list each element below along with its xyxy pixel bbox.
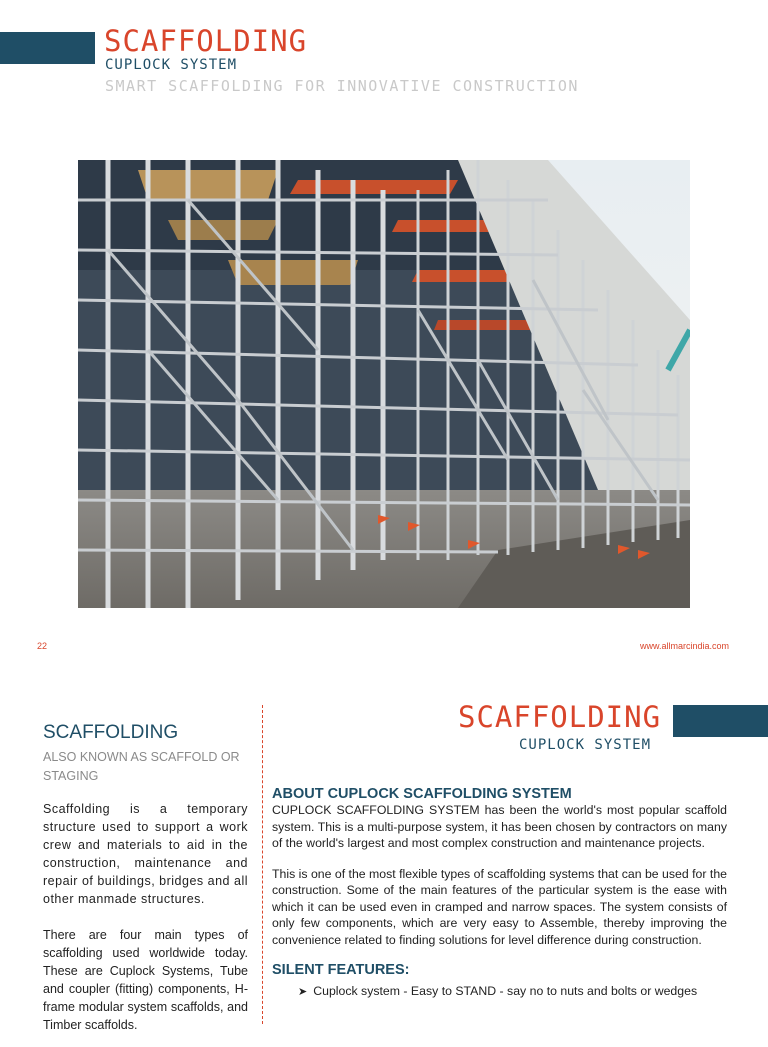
feature-item-text: Cuplock system - Easy to STAND - say no to nuts and bolts or wedges — [313, 984, 698, 998]
features-heading: SILENT FEATURES: — [272, 962, 410, 978]
column-divider — [262, 705, 263, 1024]
section-accent-bar — [673, 705, 768, 737]
left-paragraph-definition: Scaffolding is a temporary structure used to support a work crew and materials to aid in the construction, maintenance and repair of buildings, bridges and all other manmade structures. — [43, 802, 248, 906]
arrow-bullet-icon: ➤ — [298, 986, 308, 998]
website-link[interactable]: www.allmarcindia.com — [640, 641, 730, 651]
left-heading: SCAFFOLDING — [43, 722, 179, 743]
section-subtitle: CUPLOCK SYSTEM — [519, 737, 652, 753]
page-subtitle: CUPLOCK SYSTEM — [105, 57, 238, 73]
about-heading: ABOUT CUPLOCK SCAFFOLDING SYSTEM — [272, 786, 572, 802]
left-paragraph-types: There are four main types of scaffolding used worldwide today. These are Cuplock Systems, Tube and coupler (fitting) components, H-frame modular system scaffolds, and Timber scaffolds. — [43, 928, 248, 1032]
page-title: SCAFFOLDING — [104, 24, 308, 58]
section-title: SCAFFOLDING — [458, 700, 662, 734]
feature-item — [298, 984, 727, 998]
page-number: 22 — [37, 641, 48, 651]
header-accent-bar — [0, 32, 95, 64]
about-paragraph-1: CUPLOCK SCAFFOLDING SYSTEM has been the world's most popular scaffold system. This is a multi-purpose system, it has been chosen by contractors on many of the world's largest and most complex construction and maintenance projects. — [272, 803, 727, 850]
right-column — [272, 786, 727, 998]
about-paragraph-2: This is one of the most flexible types of scaffolding systems that can be used for the construction. Some of the main features of the particular system is the ease with which it can be used even in cramped and narrow spaces. The system consists of only few components, which are very easy to Assemble, thereby improving the convenience related to finding solutions for level difference during construction. — [272, 866, 727, 947]
page-tagline: SMART SCAFFOLDING FOR INNOVATIVE CONSTRUCTION — [105, 77, 579, 95]
left-column — [43, 722, 248, 1047]
left-subheading: ALSO KNOWN AS SCAFFOLD OR STAGING — [43, 750, 240, 783]
scaffolding-photo — [78, 160, 690, 608]
